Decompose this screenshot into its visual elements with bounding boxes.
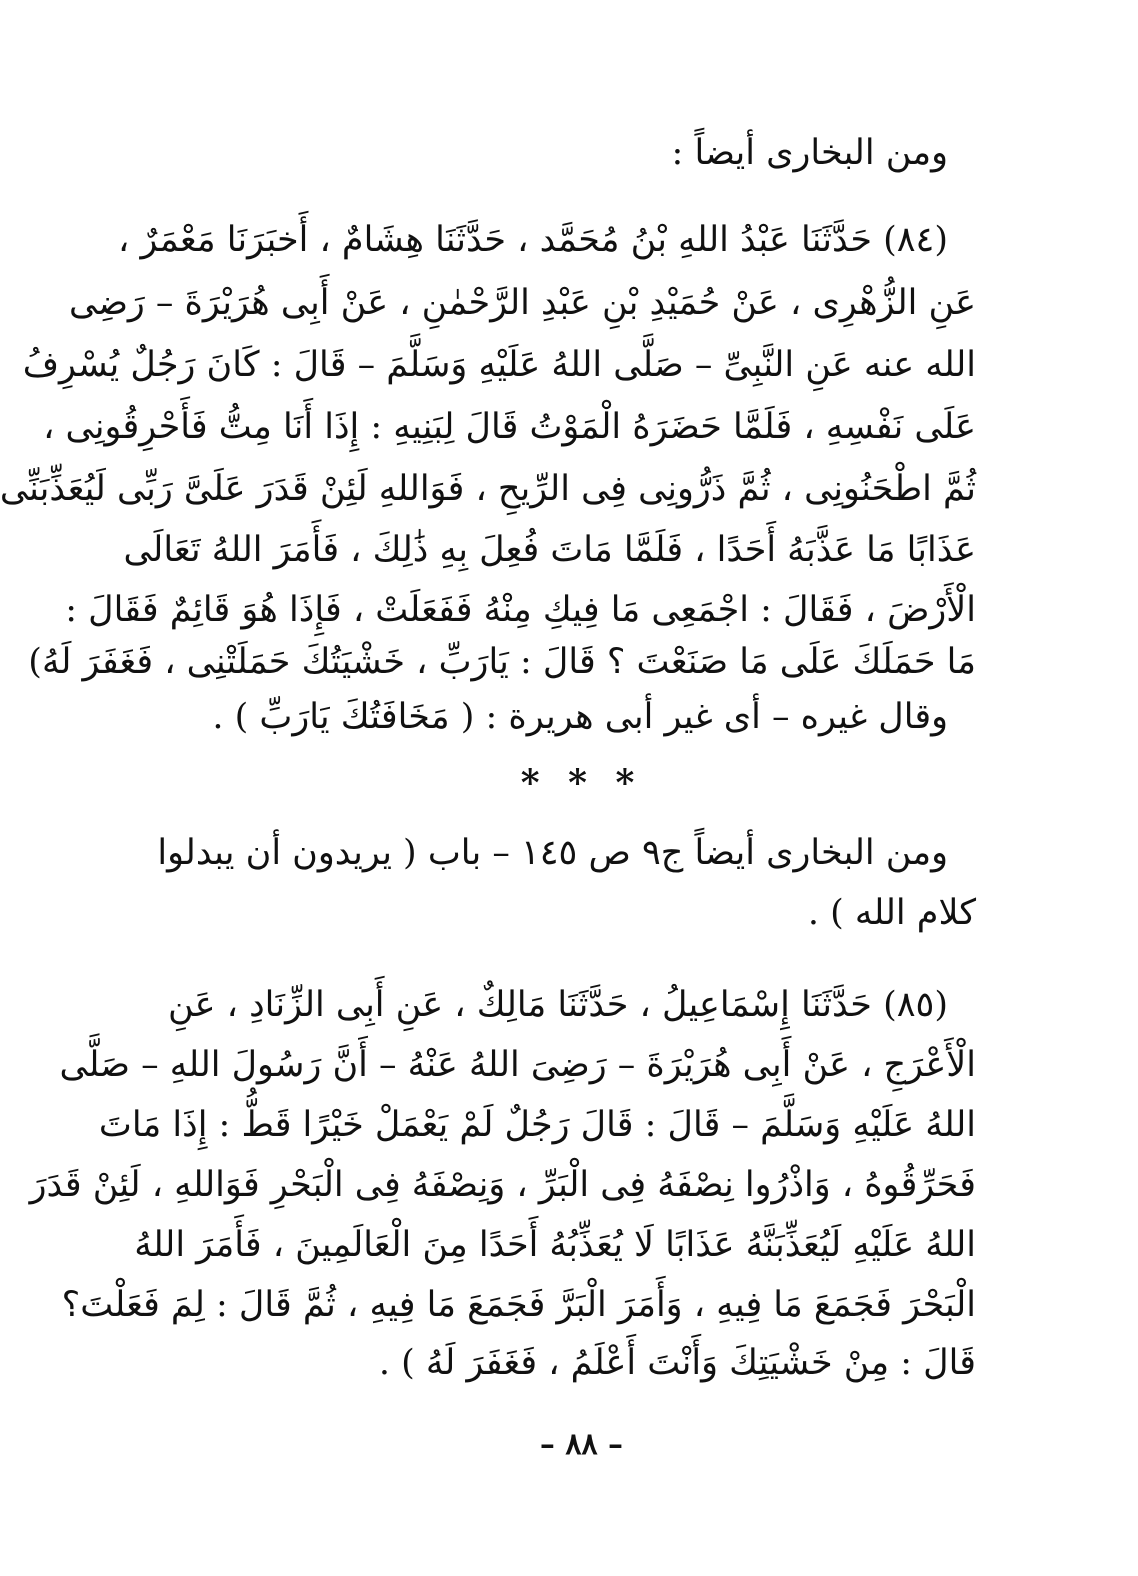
page-number: – ٨٨ – xyxy=(539,1427,624,1462)
section-heading-1: ومن البخارى أيضاً : xyxy=(671,133,948,173)
hadith-85-line-3: اللهُ عَلَيْهِ وَسَلَّمَ – قَالَ : قَالَ رَجُلٌ لَمْ يَعْمَلْ خَيْرًا قَطُّ : إِذَا مَاتَ xyxy=(98,1105,976,1145)
hadith-85-line-6: الْبَحْرَ فَجَمَعَ مَا فِيهِ ، وَأَمَرَ الْبَرَّ فَجَمَعَ مَا فِيهِ ، ثُمَّ قَالَ : لِمَ فَعَلْتَ؟ xyxy=(61,1285,976,1325)
section-heading-2-line-1: ومن البخارى أيضاً ج٩ ص ١٤٥ – باب ( يريدون أن يبدلوا xyxy=(157,833,948,873)
hadith-84-line-8: مَا حَمَلَكَ عَلَى مَا صَنَعْتَ ؟ قَالَ : يَارَبِّ ، خَشْيَتُكَ حَمَلَتْنِى ، فَغَفَرَ لَهُ) xyxy=(28,642,976,682)
hadith-84-line-1: (٨٤) حَدَّثَنَا عَبْدُ اللهِ بْنُ مُحَمَّد ، حَدَّثَنَا هِشَامٌ ، أَخبَرَنَا مَعْمَرٌ ، xyxy=(118,220,948,260)
hadith-85-line-2: الْأَعْرَجِ ، عَنْ أَبِى هُرَيْرَةَ – رَضِىَ اللهُ عَنْهُ – أَنَّ رَسُولَ اللهِ – صَلَّى xyxy=(59,1045,976,1085)
hadith-85-line-1: (٨٥) حَدَّثَنَا إِسْمَاعِيلُ ، حَدَّثَنَا مَالِكٌ ، عَنِ أَبِى الزِّنَادِ ، عَنِ xyxy=(168,985,948,1025)
hadith-85-line-4: فَحَرِّقُوهُ ، وَاذْرُوا نِصْفَهُ فِى الْبَرِّ ، وَنِصْفَهُ فِى الْبَحْرِ فَوَاللهِ ، لَئِنْ قَدَرَ xyxy=(29,1165,976,1205)
hadith-85-line-5: اللهُ عَلَيْهِ لَيُعَذِّبَنَّهُ عَذَابًا لَا يُعَذِّبُهُ أَحَدًا مِنَ الْعَالَمِينَ ، فَأَمَرَ اللهُ xyxy=(134,1225,976,1265)
hadith-85-line-7: قَالَ : مِنْ خَشْيَتِكَ وَأَنْتَ أَعْلَمُ ، فَغَفَرَ لَهُ ) . xyxy=(378,1343,976,1383)
hadith-84-line-2: عَنِ الزُّهْرِى ، عَنْ حُمَيْدِ بْنِ عَبْدِ الرَّحْمٰنِ ، عَنْ أَبِى هُرَيْرَةَ – رَضِى xyxy=(69,283,976,323)
hadith-84-line-6: عَذَابًا مَا عَذَّبَهُ أَحَدًا ، فَلَمَّا مَاتَ فُعِلَ بِهِ ذَٰلِكَ ، فَأَمَرَ اللهُ تَعَالَى xyxy=(123,530,976,570)
section-separator: * * * xyxy=(520,762,643,804)
hadith-84-line-5: ثُمَّ اطْحَنُونِى ، ثُمَّ ذَرُّونِى فِى الرِّيحِ ، فَوَاللهِ لَئِنْ قَدَرَ عَلَىَّ رَبِّى لَيُعَذِّبَنِّى xyxy=(0,469,976,509)
hadith-84-line-4: عَلَى نَفْسِهِ ، فَلَمَّا حَضَرَهُ الْمَوْتُ قَالَ لِبَنِيهِ : إِذَا أَنَا مِتُّ فَأَحْرِقُونِى ، xyxy=(43,407,976,447)
hadith-84-line-7: الْأَرْضَ ، فَقَالَ : اجْمَعِى مَا فِيكِ مِنْهُ فَفَعَلَتْ ، فَإِذَا هُوَ قَائِمٌ فَقَالَ : xyxy=(65,590,976,630)
hadith-84-line-3: الله عنه عَنِ النَّبِىِّ – صَلَّى اللهُ عَلَيْهِ وَسَلَّمَ – قَالَ : كَانَ رَجُلٌ يُسْرِفُ xyxy=(22,345,976,385)
hadith-84-note: وقال غيره – أى غير أبى هريرة : ( مَخَافَتُكَ يَارَبِّ ) . xyxy=(212,697,948,737)
section-heading-2-line-2: كلام الله ) . xyxy=(807,893,976,933)
